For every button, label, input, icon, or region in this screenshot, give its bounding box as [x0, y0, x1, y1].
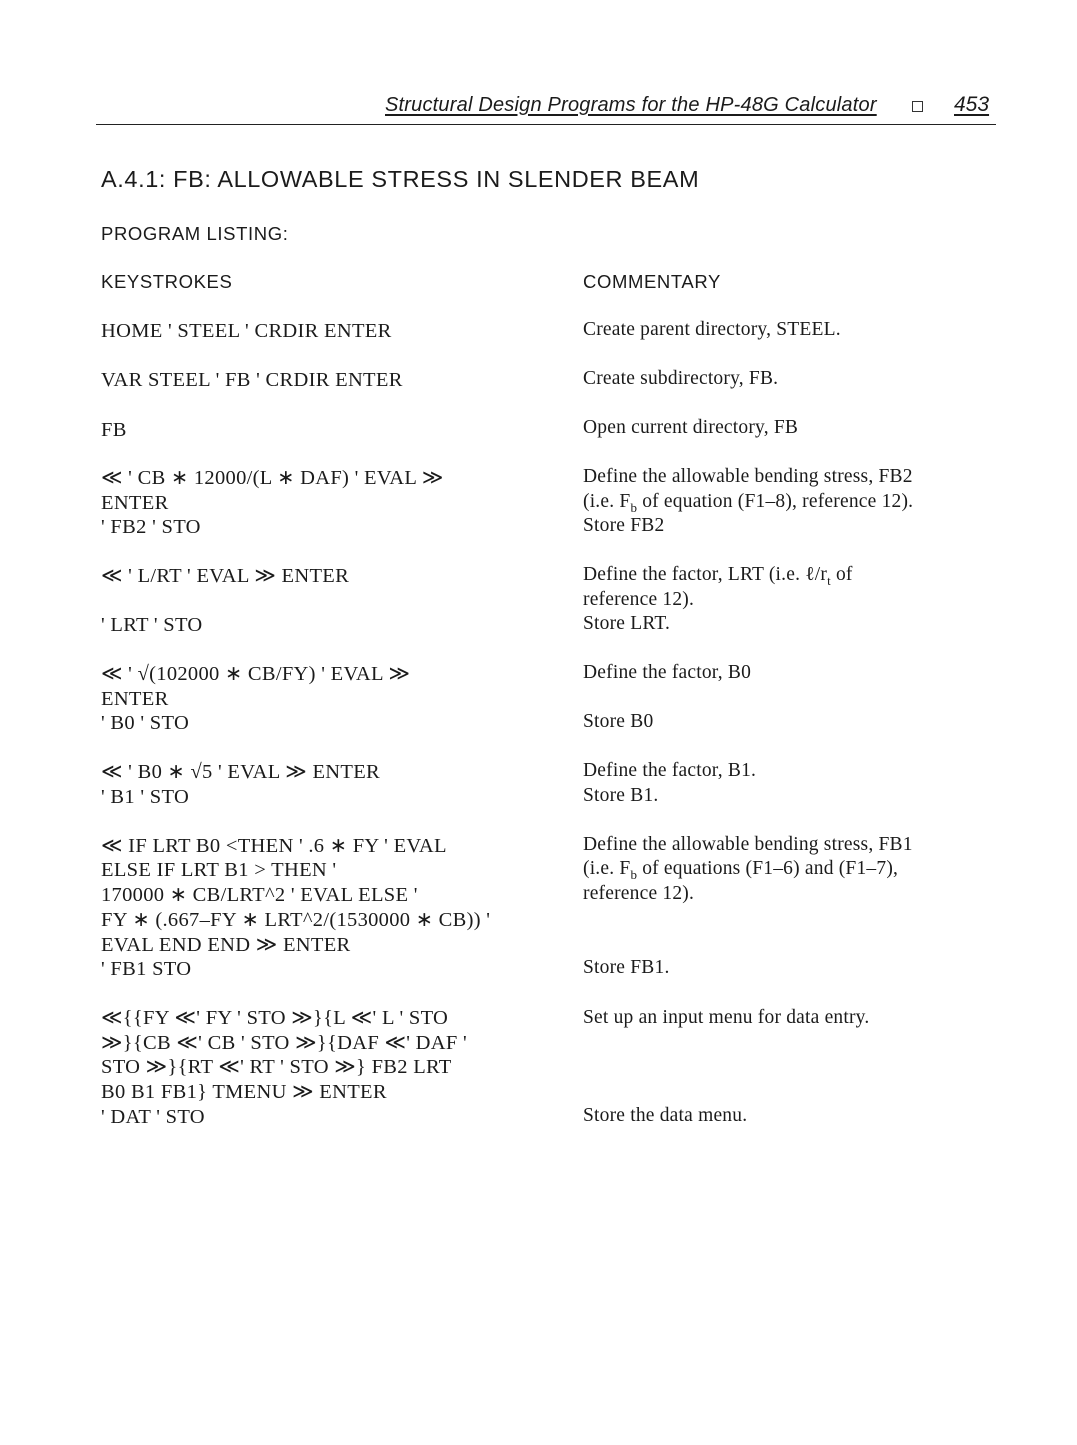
- keystroke-line: ' B0 ' STO: [101, 712, 190, 734]
- commentary-line: Store FB2: [583, 515, 665, 536]
- commentary-line: Store B0: [583, 711, 654, 732]
- commentary-text: Define the factor, LRT (i.e. ℓ/r: [583, 564, 828, 585]
- keystroke-line: ' LRT ' STO: [101, 614, 203, 636]
- program-listing-subheading: PROGRAM LISTING:: [101, 223, 289, 244]
- commentary-line: Define the factor, B1.: [583, 760, 757, 781]
- commentary-line: reference 12).: [583, 883, 695, 904]
- commentary-line: Define the allowable bending stress, FB2: [583, 466, 913, 487]
- keystroke-line: ENTER: [101, 688, 169, 710]
- commentary-line: Store the data menu.: [583, 1105, 748, 1126]
- keystroke-line: ' FB1 STO: [101, 958, 192, 980]
- keystroke-line: ≪ ' B0 ∗ √5 ' EVAL ≫ ENTER: [101, 761, 381, 783]
- commentary-text: of: [830, 564, 853, 585]
- commentary-column-header: COMMENTARY: [583, 271, 721, 292]
- square-box-icon: [912, 101, 923, 112]
- commentary-line: Define the allowable bending stress, FB1: [583, 834, 913, 855]
- keystroke-line: ≪ IF LRT B0 <THEN ' .6 ∗ FY ' EVAL: [101, 835, 447, 857]
- keystroke-line: FB: [101, 419, 127, 441]
- running-header: [96, 92, 996, 125]
- page-number: 453: [954, 93, 990, 116]
- keystroke-line: B0 B1 FB1} TMENU ≫ ENTER: [101, 1081, 387, 1103]
- keystroke-line: FY ∗ (.667–FY ∗ LRT^2/(1530000 ∗ CB)) ': [101, 909, 491, 931]
- keystrokes-column-header: KEYSTROKES: [101, 271, 233, 292]
- commentary-line: Set up an input menu for data entry.: [583, 1007, 870, 1028]
- keystroke-line: ' FB2 ' STO: [101, 516, 201, 538]
- keystroke-line: ≪{{FY ≪' FY ' STO ≫}{L ≪' L ' STO: [101, 1007, 449, 1029]
- keystroke-line: ≪ ' CB ∗ 12000/(L ∗ DAF) ' EVAL ≫: [101, 467, 444, 489]
- subscript-t: t: [827, 572, 831, 588]
- commentary-text: (i.e. F: [583, 858, 631, 879]
- keystroke-line: STO ≫}{RT ≪' RT ' STO ≫} FB2 LRT: [101, 1056, 452, 1078]
- commentary-line: Store FB1.: [583, 957, 670, 978]
- subscript-b: b: [630, 499, 638, 515]
- commentary-line: Store LRT.: [583, 613, 671, 634]
- keystroke-line: EVAL END END ≫ ENTER: [101, 934, 351, 956]
- commentary-text: of equation (F1–8), reference 12).: [637, 491, 914, 512]
- commentary-line: Define the factor, B0: [583, 662, 752, 683]
- keystroke-line: VAR STEEL ' FB ' CRDIR ENTER: [101, 369, 403, 391]
- commentary-line: Open current directory, FB: [583, 417, 799, 438]
- subscript-b: b: [630, 866, 638, 882]
- commentary-line: Create subdirectory, FB.: [583, 368, 779, 389]
- running-header-title: Structural Design Programs for the HP-48G Calculator: [385, 94, 877, 116]
- commentary-line: Store B1.: [583, 785, 659, 806]
- commentary-text: (i.e. F: [583, 491, 631, 512]
- commentary-text: of equations (F1–6) and (F1–7),: [637, 858, 899, 879]
- keystroke-line: ≪ ' L/RT ' EVAL ≫ ENTER: [101, 565, 350, 587]
- commentary-line: Create parent directory, STEEL.: [583, 319, 841, 340]
- keystroke-line: HOME ' STEEL ' CRDIR ENTER: [101, 320, 392, 342]
- keystroke-line: ELSE IF LRT B1 > THEN ': [101, 859, 337, 881]
- keystroke-line: ENTER: [101, 492, 169, 514]
- keystroke-line: ≫}{CB ≪' CB ' STO ≫}{DAF ≪' DAF ': [101, 1032, 467, 1054]
- keystroke-line: 170000 ∗ CB/LRT^2 ' EVAL ELSE ': [101, 884, 418, 906]
- commentary-line: reference 12).: [583, 589, 695, 610]
- keystroke-line: ' B1 ' STO: [101, 786, 190, 808]
- keystroke-line: ≪ ' √(102000 ∗ CB/FY) ' EVAL ≫: [101, 663, 411, 685]
- section-heading: A.4.1: FB: ALLOWABLE STRESS IN SLENDER BEAM: [101, 166, 700, 192]
- keystroke-line: ' DAT ' STO: [101, 1106, 205, 1128]
